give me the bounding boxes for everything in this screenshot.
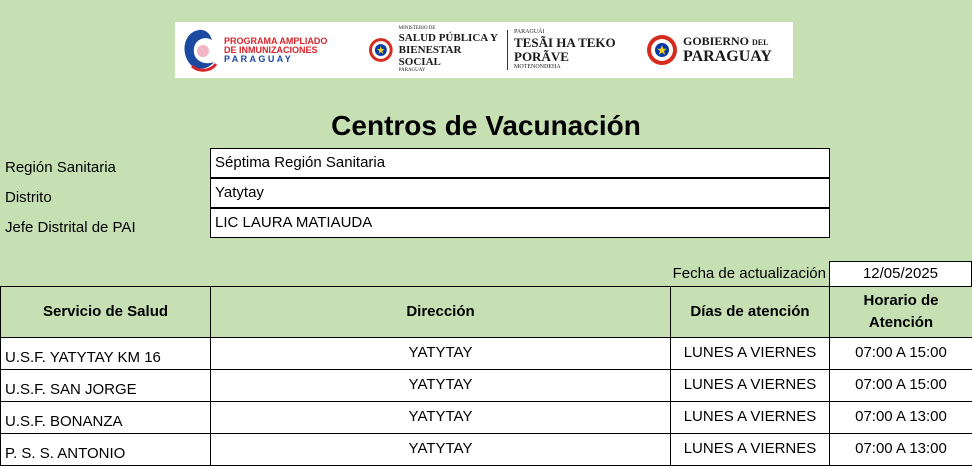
cell-service: P. S. S. ANTONIO (1, 434, 211, 466)
cell-days: LUNES A VIERNES (671, 402, 830, 434)
msp-small2: PARAGUAY (398, 68, 426, 73)
page-title: Centros de Vacunación (331, 110, 641, 141)
msp-small: MINISTERIO DE (398, 26, 436, 31)
cell-hours: 07:00 A 13:00 (830, 402, 972, 434)
pai-line1: PROGRAMA AMPLIADO (224, 35, 328, 46)
tesai-small2: MOTENONDEHA (514, 64, 561, 70)
header-address: Dirección (211, 287, 671, 338)
header-days: Días de atención (671, 287, 830, 338)
vaccination-centers-table (0, 286, 972, 466)
cell-address: YATYTAY (211, 338, 671, 370)
cell-service: U.S.F. YATYTAY KM 16 (1, 338, 211, 370)
cell-hours: 07:00 A 15:00 (830, 338, 972, 370)
logo-banner (175, 22, 793, 78)
paraguay-coat-icon (646, 34, 678, 66)
msp-line2: BIENESTAR SOCIAL (398, 44, 462, 68)
pai-line3: PARAGUAY (224, 53, 294, 64)
cell-days: LUNES A VIERNES (671, 434, 830, 466)
header-service: Servicio de Salud (1, 287, 211, 338)
tesai-line2: PORÃVE (514, 49, 569, 64)
district-value: Yatytay (210, 178, 830, 208)
table-row (1, 434, 972, 466)
paraguay-seal-icon (368, 37, 394, 63)
cell-days: LUNES A VIERNES (671, 370, 830, 402)
region-value: Séptima Región Sanitaria (210, 148, 830, 178)
pai-logo (175, 22, 350, 78)
gob-line2: PARAGUAY (683, 48, 772, 65)
cell-days: LUNES A VIERNES (671, 338, 830, 370)
table-row (1, 338, 972, 370)
region-label: Región Sanitaria (5, 159, 116, 176)
cell-hours: 07:00 A 13:00 (830, 434, 972, 466)
cell-service: U.S.F. BONANZA (1, 402, 211, 434)
cell-address: YATYTAY (211, 402, 671, 434)
table-header-row (1, 287, 972, 338)
cell-address: YATYTAY (211, 434, 671, 466)
gob-del: DEL (752, 38, 769, 47)
pai-emblem-icon (178, 26, 220, 74)
chief-value: LIC LAURA MATIAUDA (210, 208, 830, 238)
update-date-value: 12/05/2025 (829, 261, 972, 287)
cell-service: U.S.F. SAN JORGE (1, 370, 211, 402)
msp-logo (350, 22, 505, 78)
tesai-logo (514, 29, 642, 71)
update-date-label: Fecha de actualización (672, 265, 826, 282)
table-row (1, 370, 972, 402)
gob-line1: GOBIERNO (683, 34, 750, 48)
logo-divider (507, 30, 508, 70)
cell-hours: 07:00 A 15:00 (830, 370, 972, 402)
cell-address: YATYTAY (211, 370, 671, 402)
pai-line2: DE INMUNIZACIONES (224, 44, 318, 55)
header-hours: Horario de Atención (830, 287, 972, 338)
table-row (1, 402, 972, 434)
tesai-small: PARAGUÁI (514, 29, 545, 35)
gobierno-logo (642, 34, 772, 66)
district-label: Distrito (5, 189, 52, 206)
tesai-line1: TESÃI HA TEKO (514, 35, 616, 50)
chief-label: Jefe Distrital de PAI (5, 219, 136, 236)
msp-line1: SALUD PÚBLICA Y (398, 32, 498, 44)
